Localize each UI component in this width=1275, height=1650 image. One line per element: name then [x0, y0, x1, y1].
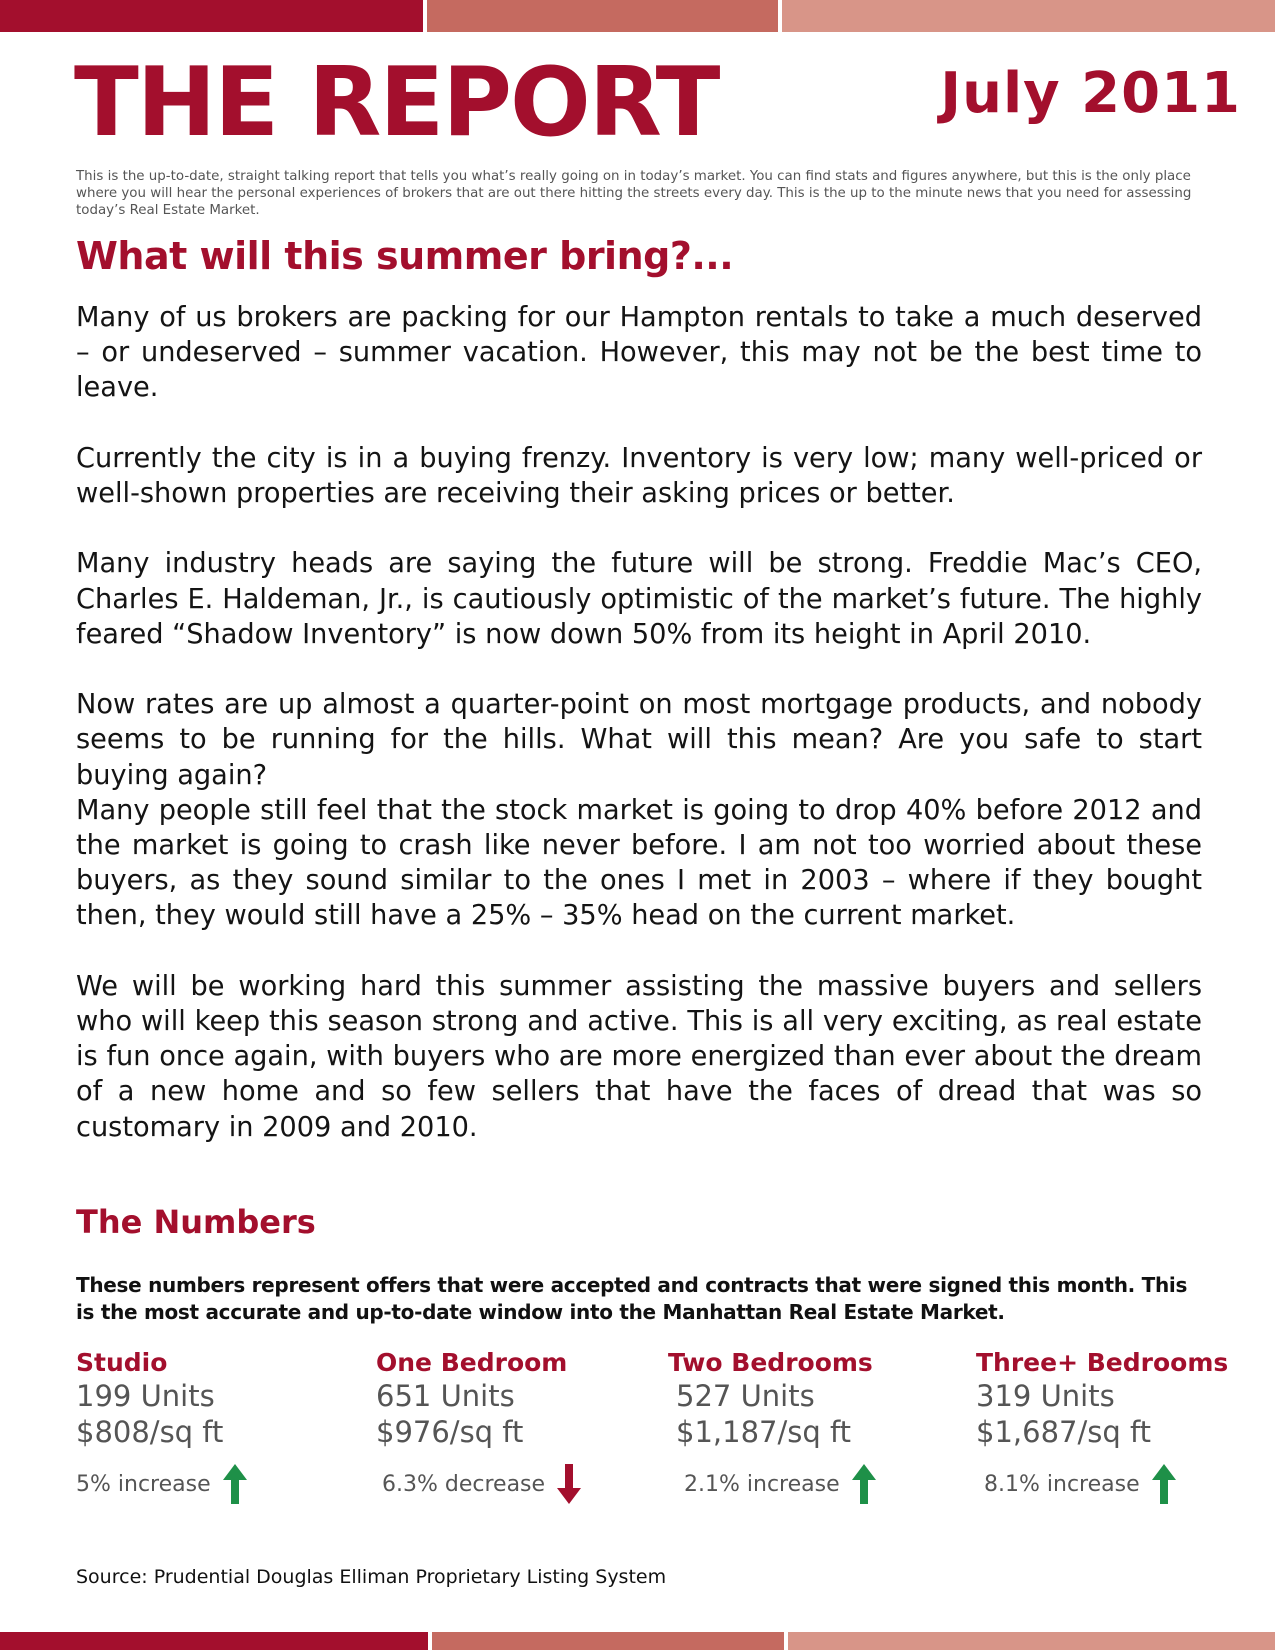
stat-change [76, 1464, 247, 1504]
stat-price: $1,687/sq ft [976, 1415, 1152, 1449]
article-heading: What will this summer bring?... [76, 234, 734, 278]
stat-studio [76, 1348, 247, 1504]
stat-change [984, 1464, 1228, 1504]
stat-category-name: One Bedroom [376, 1348, 568, 1377]
stat-units: 199 Units [76, 1379, 215, 1413]
stat-one-bedroom [376, 1348, 581, 1504]
stat-category-name: Studio [76, 1348, 168, 1377]
arrow-up-icon [223, 1464, 247, 1504]
article-body [76, 300, 1202, 1145]
numbers-heading: The Numbers [76, 1203, 316, 1241]
stat-category-name: Two Bedrooms [668, 1348, 873, 1377]
stat-change-text: 8.1% increase [984, 1471, 1140, 1497]
stat-price: $976/sq ft [376, 1415, 524, 1449]
stat-price: $808/sq ft [76, 1415, 224, 1449]
article-paragraph: We will be working hard this summer assisting the massive buyers and sellers who will keep this season strong and active. This is all very exciting, as real estate is fun once again, with buyers who are more energized than ever about the dream of a new home and so few sellers that have the faces of dread that was so customary in 2009 and 2010. [76, 970, 1202, 1143]
stat-two-bedrooms [668, 1348, 876, 1504]
stat-change-text: 6.3% decrease [382, 1471, 546, 1497]
top-decorative-bar [0, 0, 1275, 32]
source-citation: Source: Prudential Douglas Elliman Proprietary Listing System [76, 1566, 667, 1588]
report-title: THE REPORT [74, 48, 719, 158]
article-paragraph: Currently the city is in a buying frenzy. Inventory is very low; many well-priced or well-shown properties are receiving their asking prices or better. [76, 442, 1202, 509]
stat-units: 651 Units [376, 1379, 515, 1413]
intro-text: This is the up-to-date, straight talking report that tells you what’s really going on in today’s market. You can find stats and figures anywhere, but this is the only place where you will hear the personal experiences of brokers that are out there hitting the streets every day. This is the up to the minute news that you need for assessing today’s Real Estate Market. [76, 169, 1192, 218]
stat-price: $1,187/sq ft [676, 1415, 852, 1449]
report-date: July 2011 [940, 61, 1241, 126]
arrow-down-icon [557, 1464, 581, 1504]
arrow-up-icon [852, 1464, 876, 1504]
stat-category-name: Three+ Bedrooms [976, 1348, 1229, 1377]
article-paragraph: Many people still feel that the stock market is going to drop 40% before 2012 and the market is going to crash like never before. I am not too worried about these buyers, as they sound similar to the ones I met in 2003 – where if they bought then, they would still have a 25% – 35% head on the current market. [76, 794, 1202, 932]
stat-change [684, 1464, 876, 1504]
article-paragraph: Many of us brokers are packing for our Hampton rentals to take a much deserved – or undeserved – summer vacation. However, this may not be the best time to leave. [76, 302, 1202, 404]
stat-change [382, 1464, 581, 1504]
article-paragraph: Many industry heads are saying the future will be strong. Freddie Mac’s CEO, Charles E. Haldeman, Jr., is cautiously optimistic of the market’s future. The highly feared “Shadow Inventory” is now down 50% from its height in April 2010. [76, 548, 1202, 650]
bottom-decorative-bar [0, 1632, 1275, 1650]
stat-units: 319 Units [976, 1379, 1115, 1413]
arrow-up-icon [1152, 1464, 1176, 1504]
stat-change-text: 2.1% increase [684, 1471, 840, 1497]
stat-three-plus-bedrooms [976, 1348, 1228, 1504]
stat-units: 527 Units [676, 1379, 815, 1413]
numbers-note: These numbers represent offers that were accepted and contracts that were signed this month. This is the most accurate and up-to-date window into the Manhattan Real Estate Market. [76, 1273, 1188, 1324]
stat-change-text: 5% increase [76, 1471, 211, 1497]
article-paragraph: Now rates are up almost a quarter-point on most mortgage products, and nobody seems to be running for the hills. What will this mean? Are you safe to start buying again? [76, 689, 1202, 791]
